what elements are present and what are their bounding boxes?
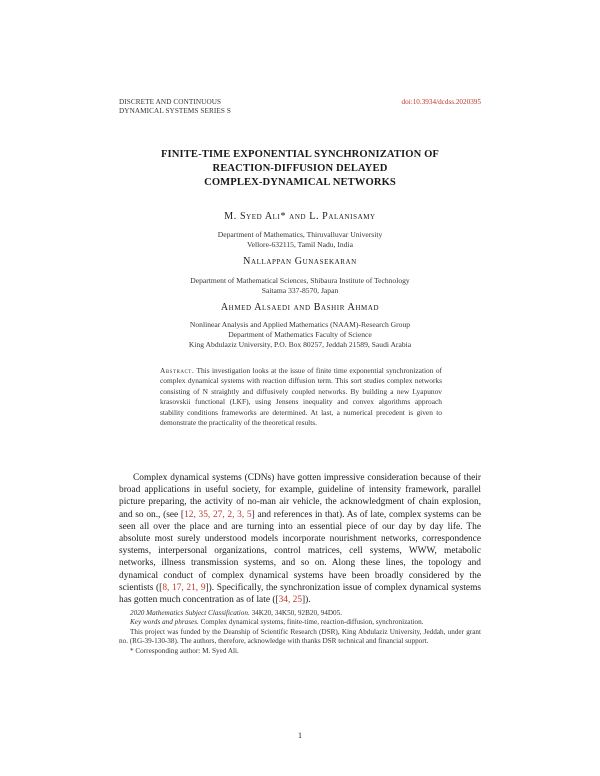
footnote-corresponding: * Corresponding author: M. Syed Ali. [130, 646, 239, 655]
paper-title [0, 148, 600, 190]
title-line2: REACTION-DIFFUSION DELAYED [212, 163, 388, 174]
citation-group-2[interactable]: 8, 17, 21, 9 [162, 582, 206, 593]
authors-group-3: Ahmed Alsaedi and Bashir Ahmad [220, 302, 380, 313]
affiliation-2 [0, 276, 600, 296]
footnote-keywords [119, 618, 481, 627]
abstract [160, 366, 442, 428]
msc-codes: 34K20, 34K50, 92B20, 94D05. [251, 609, 343, 617]
affiliation-1 [0, 230, 600, 250]
body-text-3: ]). Specifically, the synchronization issue of complex dynamical systems has gotten much concentration as of late ([ [119, 582, 482, 606]
body-text-4: ]). [302, 595, 311, 606]
journal-name [119, 98, 231, 115]
citation-group-1[interactable]: 12, 35, 27, 2, 3, 5 [184, 509, 252, 520]
affiliation-1-line2: Vellore-632115, Tamil Nadu, India [247, 240, 353, 250]
affiliation-1-line1: Department of Mathematics, Thiruvalluvar University [217, 230, 383, 239]
doi-link[interactable]: doi:10.3934/dcdss.2020395 [401, 98, 481, 106]
introduction-paragraph [119, 472, 481, 606]
citation-group-3[interactable]: 34, 25 [278, 595, 303, 606]
affiliation-3 [0, 320, 600, 351]
title-line3: COMPLEX-DYNAMICAL NETWORKS [204, 177, 396, 188]
journal-name-line1: DISCRETE AND CONTINUOUS [119, 98, 222, 106]
abstract-heading: Abstract. [160, 366, 195, 375]
affiliation-2-line1: Department of Mathematical Sciences, Shibaura Institute of Technology [190, 276, 410, 285]
body-text-2: ] and references in that). As of late, complex systems can be seen all over the place and are turning into an essential piece of our day by day life. The absolute most surely understood models incorporate nourishment networks, correspondence systems, interpersonal organizations, control matrices, cell systems, WWW, metabolic networks, illness transmission systems, and so on. Along these lines, the topology and dynamical conduct of complex dynamical systems have been broadly considered by the scientists ([ [119, 509, 481, 593]
footnote-msc [119, 609, 481, 618]
page-number: 1 [298, 731, 302, 740]
msc-label: 2020 Mathematics Subject Classification. [130, 609, 250, 617]
keywords-text: Complex dynamical systems, finite-time, reaction-diffusion, synchronization. [200, 618, 424, 627]
affiliation-3-line2: Department of Mathematics Faculty of Science [228, 330, 372, 340]
footnotes [119, 609, 481, 656]
affiliation-3-line3: King Abdulaziz University, P.O. Box 80257, Jeddah 21589, Saudi Arabia [188, 340, 412, 350]
authors-group-1: M. Syed Ali* and L. Palanisamy [224, 211, 376, 222]
authors-group-2: Nallappan Gunasekaran [243, 256, 357, 267]
body-text-1: Complex dynamical systems (CDNs) have gotten impressive consideration because of their broad applications in useful society, for example, guideline of intensity framework, parallel picture preparing, the activity of no-man air vehicle, the acknowledgment of chain explosion, and so on., (see [ [119, 473, 481, 520]
journal-name-line2: DYNAMICAL SYSTEMS SERIES S [119, 106, 231, 115]
title-line1: FINITE-TIME EXPONENTIAL SYNCHRONIZATION OF [160, 149, 439, 160]
affiliation-3-line1: Nonlinear Analysis and Applied Mathematics (NAAM)-Research Group [189, 320, 411, 329]
keywords-label: Key words and phrases. [130, 618, 199, 627]
affiliation-2-line2: Saitama 337-8570, Japan [261, 286, 339, 296]
abstract-text: This investigation looks at the issue of finite time exponential synchronization of complex dynamical systems with reaction diffusion term. This sort studies complex networks consisting of N straightly and diffusively coupled networks. By building a new Lyapunov krasovskii functional (LKF), using Jensens inequality and convex algorithms approach stability conditions frameworks are determined. At last, a numerical precedent is given to demonstrate the practicality of the theoretical results. [160, 366, 442, 428]
footnote-funding: This project was funded by the Deanship of Scientific Research (DSR), King Abdulaziz University, Jeddah, under grant no. (RG-39-130-38). The authors, therefore, acknowledge with thanks DSR technical and financial support. [119, 627, 481, 646]
